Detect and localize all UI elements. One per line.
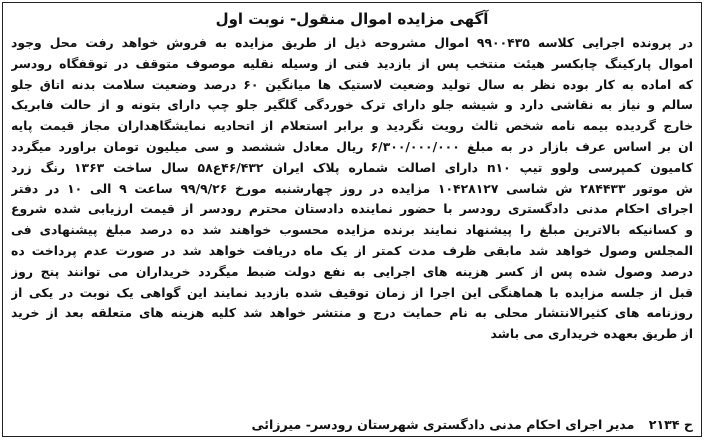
notice-signature: مدیر اجرای احکام مدنی دادگستری شهرستان رودسر- میرزائی xyxy=(251,417,635,432)
notice-line-5: خارج گردیده بیمه نامه شخص ثالث رویت نگردید و برابر استعلام از اتحادیه نمایشگاهداران مجاز قیمت پایه xyxy=(11,118,693,134)
notice-line-15: از طریق بعهده خریداری می باشد xyxy=(490,326,693,342)
notice-line-14: روزنامه های کثیرالانتشار محلی به نام حمایت درج و منتشر خواهد شد کلیه هزینه های متعلقه بعد از خرید xyxy=(11,305,693,321)
notice-line-3: که اماده به کار بوده نظر به سال تولید وضعیت لاستیک ها میانگین ۶۰ درصد وضعیت سلامت بدنه اتاق جلو xyxy=(11,76,693,92)
notice-line-9: اجرای احکام مدنی دادگستری رودسر با حضور نماینده دادستان محترم رودسر از قیمت ارزیابی شده شروع xyxy=(11,201,693,217)
notice-frame xyxy=(2,2,702,437)
notice-line-10: و کسانیکه بالاترین مبلغ را پیشنهاد نمایند برنده مزایده محسوب خواهند شد ده درصد مبلغ پیشنهادی فی xyxy=(11,222,693,238)
notice-line-7: کامیون کمپرسی ولوو تیپ n۱۰ دارای اصالت شماره پلاک ایران ۴۶/۴۳۲ع۵۸ سال ساخت ۱۳۶۳ رنگ زرد xyxy=(11,159,693,175)
notice-body xyxy=(11,33,693,345)
notice-line-2: اموال پارکینگ چابکسر هیئت منتخب پس از بازدید فنی از وسیله نقلیه موصوف متوقف در توقفگاه رودسر xyxy=(11,55,693,71)
notice-line-4: سالم و نیاز به نقاشی دارد و شیشه جلو دارای ترک خوردگی گلگیر جلو چپ دارای بتونه و از حالت فابریک xyxy=(11,97,693,113)
notice-line-1: در پرونده اجرایی کلاسه ۹۹۰۰۴۳۵ اموال مشروحه ذیل از طریق مزایده به فروش خواهد رفت محل وجود xyxy=(11,35,693,50)
notice-line-8: ش موتور ۲۸۴۴۳۳ ش شاسی ۱۰۴۲۸۱۲۷ مزایده در روز چهارشنبه مورخ ۹۹/۹/۲۶ ساعت ۹ الی ۱۰ در دفتر xyxy=(11,180,693,196)
notice-line-12: درصد وصول شده پس از کسر هزینه های اجرایی به نفع دولت ضبط میگردد خریداران می توانند پنج روز xyxy=(11,263,693,279)
notice-title: آگهی مزایده اموال منقول- نوبت اول xyxy=(215,10,489,28)
notice-line-6: ان بر اساس عرف بازار در به مبلغ ۶/۳۰۰/۰۰۰/۰۰۰ ریال معادل ششصد و سی میلیون تومان براورد میگردد xyxy=(11,138,693,154)
notice-line-11: المجلس وصول خواهد شد مابقی ظرف مدت کمتر از یک ماه دریافت خواهد شد در صورت عدم پرداخت ده xyxy=(11,242,693,258)
notice-line-13: قبل از جلسه مزایده با هماهنگی این اجرا از زمان توقیف شده بازدید نمایند این گواهی یک نوبت در یکی از xyxy=(11,284,693,300)
notice-code: ح ۲۱۳۴ xyxy=(648,417,693,432)
notice-footer xyxy=(11,415,693,435)
